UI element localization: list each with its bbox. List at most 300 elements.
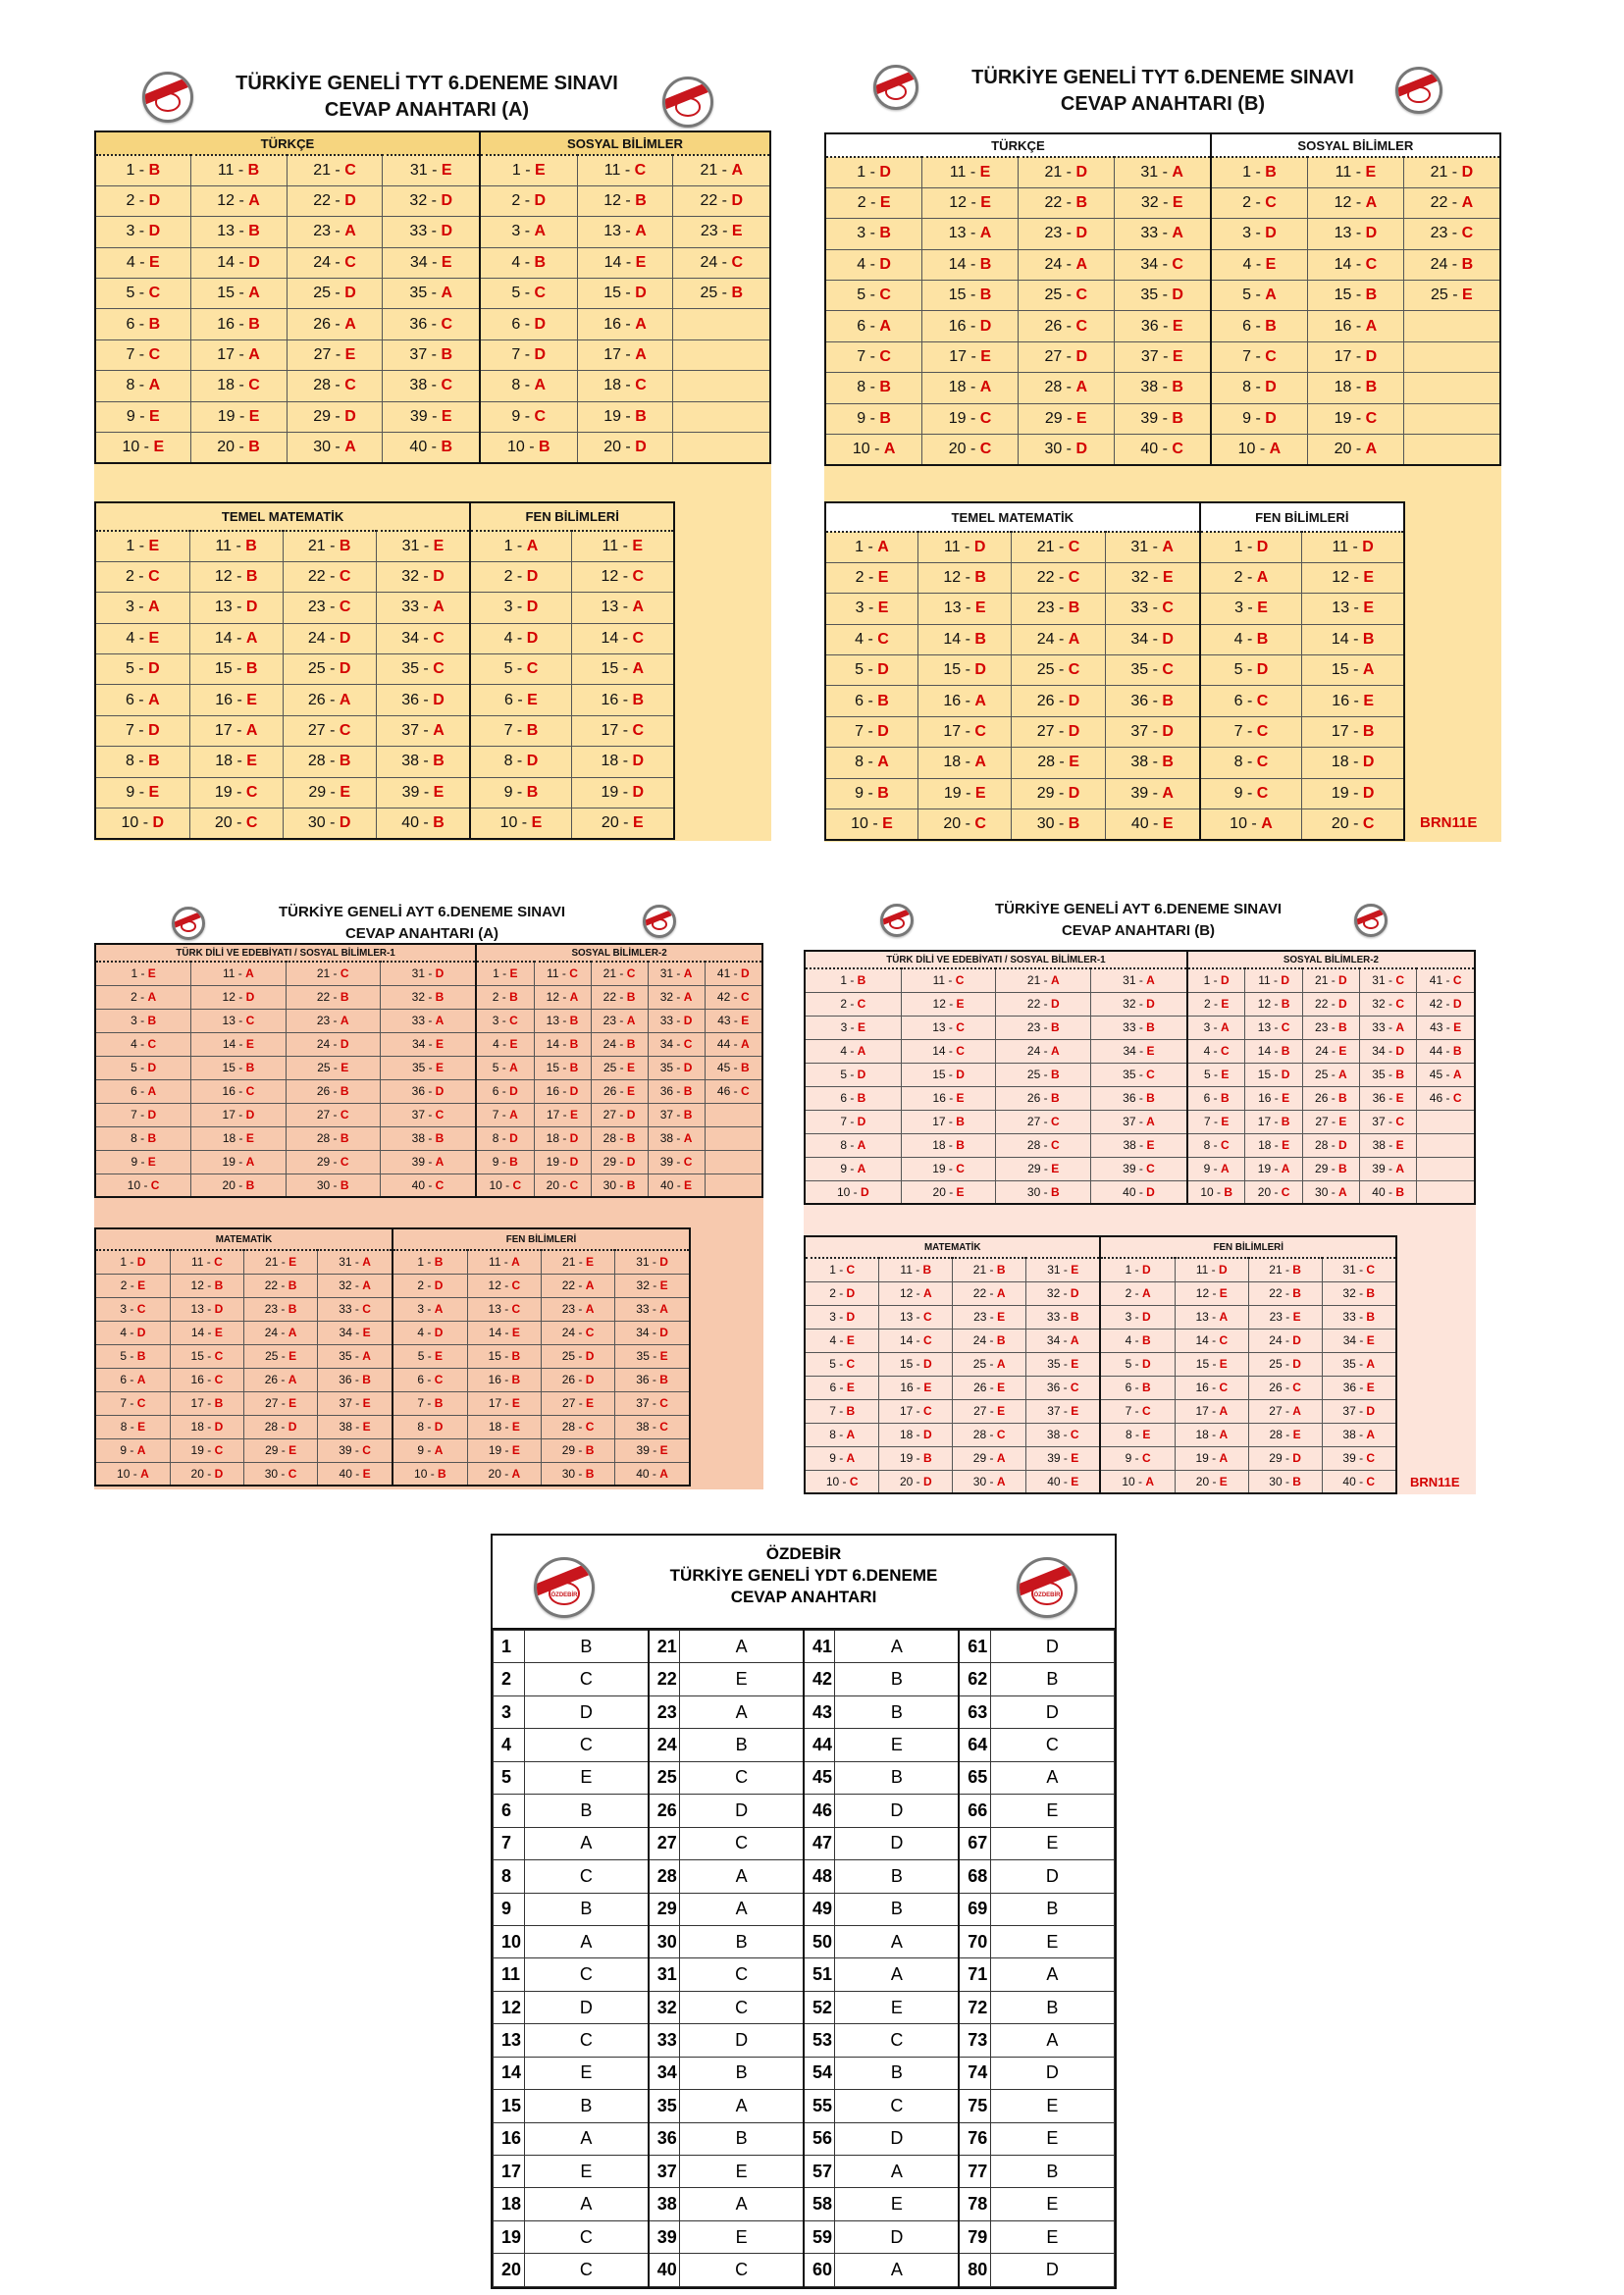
answer-cell: [286, 985, 380, 1009]
answer-cell: [393, 1250, 467, 1274]
answer-row: [95, 1438, 690, 1462]
answer-letter: D: [435, 1084, 445, 1098]
answer-letter: E: [1462, 287, 1473, 304]
answer-letter: D: [857, 1068, 866, 1081]
answer-cell: [591, 1174, 648, 1197]
question-number: 3 -: [131, 1014, 148, 1027]
question-number: 36 -: [411, 1084, 436, 1098]
answer-cell: [480, 185, 577, 216]
answer-cell: [805, 1470, 879, 1493]
question-number: 2 -: [855, 569, 878, 587]
answer-cell: [1012, 624, 1105, 654]
question-number: 40 -: [1372, 1184, 1396, 1199]
question-number: 16 -: [900, 1381, 924, 1394]
answer-letter: D: [879, 255, 891, 273]
answer-cell: [591, 1079, 648, 1103]
answer-cell: [95, 1391, 170, 1415]
answer-cell: [95, 1103, 191, 1126]
answer-letter: C: [1142, 1404, 1151, 1418]
answer-letter: D: [248, 253, 260, 271]
answer-letter: B: [434, 1255, 444, 1270]
answer-cell: [95, 1079, 191, 1103]
answer-letter: C: [1172, 440, 1183, 457]
answer-cell: [825, 157, 922, 187]
question-number: 36 -: [1372, 1091, 1396, 1105]
answer-letter: D: [1172, 287, 1183, 304]
question-number: 21 -: [313, 161, 345, 179]
answer-letter: C: [148, 285, 161, 302]
answer-cell: [393, 1368, 467, 1391]
answer-letter: C: [923, 1404, 932, 1418]
question-number: 23 -: [561, 1302, 586, 1316]
ydt-question-number: 8: [494, 1860, 525, 1893]
question-number: 18 -: [1334, 379, 1366, 396]
answer-cell: [383, 401, 480, 432]
answer-cell: [476, 1150, 534, 1174]
answer-letter: A: [626, 1014, 636, 1027]
ydt-answer: E: [990, 1925, 1114, 1957]
answer-letter: B: [635, 192, 647, 210]
question-number: 38 -: [1123, 1138, 1147, 1152]
answer-cell: [95, 371, 190, 401]
answer-letter: C: [245, 813, 258, 831]
answer-letter: C: [344, 161, 356, 179]
answer-cell: [476, 1032, 534, 1056]
ydt-answer: C: [524, 2254, 648, 2286]
question-number: 6 -: [511, 315, 535, 333]
answer-letter: C: [632, 629, 645, 647]
answer-letter: B: [731, 285, 744, 302]
question-number: 11 -: [900, 1263, 923, 1278]
ydt-question-number: 38: [649, 2188, 680, 2220]
answer-cell: [467, 1297, 541, 1321]
answer-cell: [541, 1344, 614, 1368]
question-number: 10 -: [1122, 1474, 1146, 1488]
answer-row: [95, 808, 674, 839]
question-number: 10 -: [122, 438, 154, 455]
question-number: 41 -: [1429, 973, 1453, 988]
answer-cell: [1026, 1376, 1101, 1399]
question-number: 20 -: [217, 438, 249, 455]
answer-cell: [1018, 187, 1114, 218]
answer-cell: [805, 1423, 879, 1446]
answer-letter: B: [435, 990, 445, 1004]
answer-cell: [1322, 1470, 1396, 1493]
answer-cell: [1026, 1446, 1101, 1470]
answer-cell: [534, 962, 591, 985]
question-number: 38 -: [1140, 379, 1173, 396]
answer-letter: D: [923, 1474, 932, 1488]
question-number: 8 -: [511, 377, 535, 394]
answer-letter: A: [526, 537, 539, 554]
ydt-answer: B: [990, 1663, 1114, 1695]
answer-row: [95, 1321, 690, 1344]
answer-letter: B: [148, 315, 161, 333]
question-number: 12 -: [1334, 194, 1366, 212]
ydt-answer: A: [680, 2188, 804, 2220]
question-number: 33 -: [1130, 600, 1163, 617]
answer-cell: [1114, 341, 1211, 372]
answer-letter: C: [626, 966, 636, 981]
question-number: 25 -: [603, 1061, 628, 1074]
answer-letter: D: [731, 192, 744, 210]
answer-letter: C: [956, 1162, 965, 1175]
answer-letter: A: [1172, 225, 1183, 242]
answer-cell: [1248, 1446, 1322, 1470]
answer-letter: E: [632, 813, 644, 831]
question-number: 27 -: [973, 1404, 998, 1418]
question-number: 9 -: [840, 1162, 858, 1175]
question-number: 25 -: [1431, 287, 1463, 304]
question-number: 9 -: [857, 409, 880, 427]
question-number: 39 -: [636, 1443, 660, 1457]
question-number: 40 -: [401, 813, 434, 831]
question-number: 39 -: [1123, 1162, 1147, 1175]
answer-cell: [1105, 716, 1199, 747]
question-number: 24 -: [1315, 1044, 1339, 1058]
question-number: 30 -: [1026, 1184, 1051, 1199]
ydt-question-number: 42: [804, 1663, 835, 1695]
answer-letter: B: [1338, 1091, 1347, 1105]
question-number: 39 -: [1372, 1162, 1396, 1175]
answer-letter: B: [1366, 1310, 1376, 1324]
answer-row: [825, 716, 1404, 747]
answer-cell: [393, 1321, 467, 1344]
answer-cell: [393, 1438, 467, 1462]
question-number: 37 -: [411, 1108, 436, 1121]
question-number: 5 -: [1125, 1357, 1143, 1371]
question-number: 30 -: [1315, 1184, 1339, 1199]
answer-cell: [243, 1438, 317, 1462]
answer-cell: [825, 341, 922, 372]
answer-letter: B: [626, 1177, 636, 1192]
answer-cell: [805, 1399, 879, 1423]
question-number: 27 -: [602, 1108, 627, 1121]
ydt-question-number: 70: [959, 1925, 990, 1957]
tyt-a-title-line1: TÜRKİYE GENELİ TYT 6.DENEME SINAVI: [236, 73, 618, 94]
answer-letter: A: [433, 722, 445, 740]
question-number: 5 -: [855, 661, 878, 679]
answer-cell: [1322, 1446, 1396, 1470]
answer-cell: [1200, 594, 1302, 624]
ydt-question-number: 37: [649, 2156, 680, 2188]
answer-letter: C: [150, 1177, 160, 1192]
question-number: 28 -: [316, 1131, 341, 1145]
question-number: 9 -: [1125, 1451, 1143, 1465]
question-number: 24 -: [1430, 255, 1462, 273]
question-number: 17 -: [546, 1108, 570, 1121]
answer-cell: [1187, 1133, 1245, 1157]
answer-cell: [286, 1150, 380, 1174]
answer-letter: C: [979, 440, 992, 457]
answer-cell: [1302, 594, 1404, 624]
answer-cell: [1026, 1329, 1101, 1352]
answer-letter: A: [1365, 317, 1378, 335]
question-number: 35 -: [411, 1061, 436, 1074]
question-number: 28 -: [972, 1428, 997, 1441]
answer-cell: [95, 339, 190, 370]
question-number: 26 -: [307, 691, 340, 708]
answer-cell: [287, 371, 383, 401]
question-number: 26 -: [603, 1084, 628, 1098]
answer-cell: [879, 1352, 953, 1376]
question-number: 4 -: [1125, 1333, 1143, 1347]
question-number: 38 -: [659, 1131, 684, 1145]
question-number: 22 -: [700, 192, 732, 210]
answer-letter: B: [1146, 1091, 1155, 1105]
answer-cell: [286, 1174, 380, 1197]
answer-row: [95, 1032, 762, 1056]
answer-cell: [191, 985, 286, 1009]
answer-cell: [1175, 1305, 1248, 1329]
answer-letter: E: [1075, 409, 1087, 427]
answer-letter: D: [740, 966, 750, 981]
question-number: 9 -: [855, 784, 878, 802]
answer-letter: C: [1146, 1162, 1155, 1175]
answer-cell: [476, 1009, 534, 1032]
question-number: 31 -: [1130, 538, 1163, 555]
question-number: 38 -: [401, 753, 434, 770]
answer-letter: C: [245, 1014, 255, 1027]
question-number: 16 -: [217, 315, 249, 333]
section-header: TÜRK DİLİ VE EDEBİYATI / SOSYAL BİLİMLER-1: [805, 951, 1187, 968]
question-number: 12 -: [601, 568, 633, 586]
answer-letter: B: [214, 1278, 224, 1292]
answer-letter: E: [137, 1420, 146, 1434]
tyt-b-turkce-sosyal-table: [824, 132, 1501, 466]
answer-cell: [380, 985, 476, 1009]
answer-cell: [189, 593, 283, 623]
answer-cell: [922, 187, 1019, 218]
answer-cell: [1302, 1016, 1359, 1039]
answer-letter: C: [1395, 997, 1404, 1011]
ydt-answer: A: [524, 1925, 648, 1957]
answer-cell: [1360, 1180, 1417, 1204]
answer-cell: [1245, 1157, 1302, 1180]
answer-cell: [1100, 1423, 1175, 1446]
answer-letter: C: [849, 1474, 859, 1488]
answer-cell: [95, 1056, 191, 1079]
question-number: 23 -: [316, 1014, 341, 1027]
answer-letter: E: [659, 1349, 668, 1363]
answer-letter: A: [979, 225, 992, 242]
answer-cell: [918, 594, 1012, 624]
question-number: 37 -: [659, 1108, 684, 1121]
question-number: 23 -: [700, 223, 732, 240]
question-number: 38 -: [409, 377, 442, 394]
answer-letter: E: [1071, 1474, 1079, 1488]
answer-cell: [380, 1009, 476, 1032]
answer-letter: C: [245, 783, 258, 801]
question-number: 28 -: [313, 377, 345, 394]
ydt-answer: B: [524, 1893, 648, 1925]
answer-letter: B: [1281, 997, 1290, 1011]
answer-cell: [825, 748, 918, 778]
answer-cell: [1026, 1470, 1101, 1493]
answer-cell: [577, 401, 673, 432]
answer-cell: [170, 1250, 243, 1274]
answer-cell: [95, 401, 190, 432]
answer-letter: B: [956, 1138, 965, 1152]
answer-letter: B: [1050, 1184, 1060, 1199]
answer-letter: D: [1362, 754, 1375, 771]
question-number: 21 -: [1044, 163, 1076, 181]
answer-letter: D: [534, 346, 547, 364]
answer-cell: [1360, 992, 1417, 1016]
answer-letter: D: [214, 1420, 224, 1434]
answer-cell: [1403, 341, 1500, 372]
answer-letter: E: [441, 407, 452, 425]
answer-cell: [879, 1329, 953, 1352]
question-number: 21 -: [265, 1255, 289, 1270]
question-number: 11 -: [602, 537, 633, 554]
question-number: 20 -: [1334, 440, 1366, 457]
question-number: 7 -: [126, 346, 149, 364]
answer-cell: [189, 654, 283, 685]
answer-letter: A: [148, 599, 160, 616]
question-number: 9 -: [492, 1155, 510, 1169]
question-number: 34 -: [636, 1326, 660, 1339]
question-number: 7 -: [120, 1396, 137, 1410]
answer-letter: B: [846, 1404, 856, 1418]
question-number: 40 -: [660, 1177, 685, 1192]
question-number: 24 -: [316, 1037, 341, 1051]
answer-cell: [571, 777, 674, 808]
answer-letter: D: [1461, 163, 1474, 181]
answer-letter: C: [1265, 348, 1277, 366]
question-number: 14 -: [222, 1037, 246, 1051]
answer-row: [95, 1391, 690, 1415]
answer-letter: E: [1146, 1138, 1155, 1152]
answer-letter: D: [509, 1084, 518, 1098]
ydt-question-number: 19: [494, 2220, 525, 2253]
answer-cell: [1091, 1039, 1187, 1063]
answer-row: [805, 1110, 1475, 1133]
answer-cell: [922, 403, 1019, 434]
question-number: 22 -: [602, 990, 627, 1004]
answer-cell: [825, 655, 918, 686]
answer-letter: A: [974, 692, 986, 709]
answer-letter: B: [1068, 600, 1080, 617]
question-number: 8 -: [1203, 1138, 1221, 1152]
answer-cell: [1175, 1446, 1248, 1470]
answer-letter: E: [570, 1108, 579, 1121]
answer-cell: [996, 1086, 1091, 1110]
question-number: 25 -: [1026, 1068, 1051, 1081]
answer-cell: [673, 339, 770, 370]
ydt-question-number: 57: [804, 2156, 835, 2188]
answer-letter: E: [632, 537, 644, 554]
answer-cell: [1105, 655, 1199, 686]
answer-letter: A: [511, 1466, 521, 1481]
question-number: 34 -: [659, 1037, 684, 1051]
answer-letter: C: [1075, 317, 1088, 335]
question-number: 18 -: [603, 377, 636, 394]
answer-letter: D: [979, 317, 992, 335]
answer-cell: [615, 1297, 690, 1321]
answer-cell: [1091, 968, 1187, 992]
answer-row: [805, 1180, 1475, 1204]
answer-cell: [648, 985, 705, 1009]
ydt-answer: A: [680, 1893, 804, 1925]
question-number: 16 -: [215, 691, 247, 708]
question-number: 20 -: [899, 1474, 923, 1488]
question-number: 20 -: [943, 814, 975, 832]
answer-cell: [1187, 968, 1245, 992]
ydt-question-number: 75: [959, 2090, 990, 2122]
answer-cell: [1417, 1157, 1475, 1180]
answer-letter: A: [441, 285, 452, 302]
question-number: 23 -: [307, 599, 340, 616]
answer-cell: [879, 1258, 953, 1281]
answer-cell: [1403, 435, 1500, 465]
answer-cell: [243, 1391, 317, 1415]
answer-cell: [1308, 373, 1404, 403]
answer-letter: A: [659, 1466, 668, 1481]
answer-cell: [376, 747, 470, 777]
answer-cell: [190, 279, 287, 309]
question-number: 1 -: [126, 161, 149, 179]
question-number: 4 -: [855, 630, 878, 648]
answer-cell: [376, 531, 470, 561]
answer-letter: C: [214, 1373, 224, 1386]
answer-cell: [1114, 157, 1211, 187]
answer-letter: D: [1265, 225, 1277, 242]
answer-cell: [591, 1126, 648, 1150]
answer-row: [95, 217, 770, 247]
section-header: SOSYAL BİLİMLER-2: [1187, 951, 1475, 968]
question-number: 24 -: [1044, 255, 1076, 273]
question-number: 33 -: [1372, 1020, 1396, 1034]
ydt-question-number: 9: [494, 1893, 525, 1925]
question-number: 11 -: [1335, 163, 1366, 181]
answer-letter: A: [632, 599, 645, 616]
answer-cell: [953, 1376, 1026, 1399]
answer-letter: A: [1269, 440, 1282, 457]
question-number: 19 -: [601, 783, 633, 801]
answer-letter: B: [569, 1014, 579, 1027]
answer-letter: B: [1338, 1020, 1347, 1034]
question-number: 39 -: [1130, 784, 1163, 802]
question-number: 40 -: [1342, 1474, 1367, 1488]
ydt-answer: C: [524, 1958, 648, 1991]
question-number: 19 -: [190, 1443, 215, 1457]
question-number: 7 -: [829, 1404, 847, 1418]
question-number: 5 -: [840, 1068, 858, 1081]
answer-letter: B: [248, 315, 260, 333]
question-number: 6 -: [1233, 692, 1257, 709]
question-number: 6 -: [1203, 1091, 1221, 1105]
answer-letter: A: [1362, 661, 1375, 679]
answer-letter: D: [288, 1420, 297, 1434]
question-number: 18 -: [217, 377, 249, 394]
answer-letter: B: [1075, 194, 1088, 212]
question-number: 4 -: [511, 253, 535, 271]
question-number: 19 -: [1334, 409, 1366, 427]
question-number: 26 -: [1044, 317, 1076, 335]
answer-row: [825, 341, 1500, 372]
answer-cell: [591, 1009, 648, 1032]
answer-cell: [953, 1399, 1026, 1423]
answer-letter: D: [1162, 630, 1174, 648]
answer-cell: [480, 401, 577, 432]
answer-letter: B: [245, 568, 258, 586]
ydt-question-number: 47: [804, 1827, 835, 1859]
question-number: 21 -: [316, 966, 341, 981]
answer-cell: [571, 685, 674, 715]
question-number: 28 -: [264, 1420, 288, 1434]
question-number: 12 -: [190, 1278, 215, 1292]
